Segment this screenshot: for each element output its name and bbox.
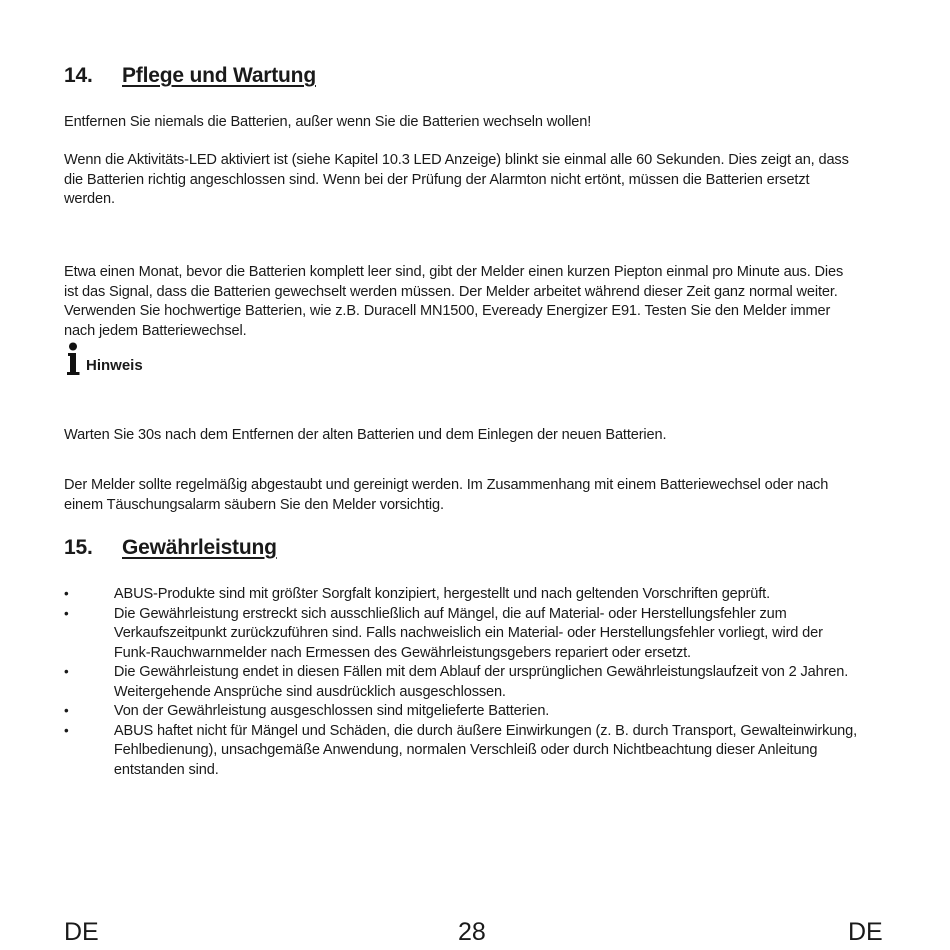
- section-15-heading: [64, 536, 277, 560]
- list-item: [64, 701, 861, 721]
- maintenance-paragraph-2: Wenn die Aktivitäts-LED aktiviert ist (siehe Kapitel 10.3 LED Anzeige) blinkt sie einmal alle 60 Sekunden. Dies zeigt an, dass die Batterien richtig angeschlossen sind. Wenn bei der Prüfung der Alarmton nicht ertönt, müssen die Batterien ersetzt werden.: [64, 151, 849, 207]
- note-label: Hinweis: [86, 357, 143, 374]
- list-item: [64, 604, 861, 663]
- bullet-point: •: [64, 604, 69, 621]
- section-15-title: Gewährleistung: [122, 536, 277, 559]
- footer-language-left: DE: [64, 918, 99, 946]
- footer-language-right: DE: [848, 918, 883, 946]
- note-text: Warten Sie 30s nach dem Entfernen der alten Batterien und dem Einlegen der neuen Batterien.: [64, 426, 667, 443]
- bullet-point: •: [64, 663, 69, 679]
- section-15-number: 15.: [64, 536, 93, 559]
- maintenance-paragraph-3: Etwa einen Monat, bevor die Batterien komplett leer sind, gibt der Melder einen kurzen Piepton einmal pro Minute aus. Dies ist das Signal, dass die Batterien gewechselt werden müssen. Der Melder arbeitet während dieser Zeit ganz normal weiter. Verwenden Sie hochwertige Batterien, wie z.B. Duracell MN1500, Eveready Energizer E91. Testen Sie den Melder immer nach jedem Batteriewechsel.: [64, 263, 844, 339]
- maintenance-paragraph-1: Entfernen Sie niemals die Batterien, außer wenn Sie die Batterien wechseln wollen!: [64, 113, 592, 130]
- list-item-text: Die Gewährleistung erstreckt sich ausschließlich auf Mängel, die auf Material- oder Herstellungsfehler zum Verkaufszeitpunkt zurückzuführen sind. Falls nachweislich ein Material- oder Herstellungsfehler vorliegt, wird der Funk-Rauchwarnmelder nach Ermessen des Gewährleistungsgebers repariert oder ersetzt.: [113, 604, 823, 661]
- list-item-text: ABUS haftet nicht für Mängel und Schäden, die durch äußere Einwirkungen (z. B. durch Transport, Gewalteinwirkung, Fehlbedienung), unsachgemäße Anwendung, normalen Verschleiß oder durch Nichtbeachtung dieser Anleitung entstanden sind.: [113, 721, 858, 778]
- section-14-title: Pflege und Wartung: [122, 64, 316, 87]
- bullet-point: •: [64, 721, 69, 738]
- list-item-text: Die Gewährleistung endet in diesen Fällen mit dem Ablauf der ursprünglichen Gewährleistungslaufzeit von 2 Jahren. Weitergehende Ansprüche sind ausdrücklich ausgeschlossen.: [113, 663, 849, 700]
- warranty-list: [64, 584, 861, 779]
- bullet-point: •: [64, 702, 69, 718]
- page-number: 28: [458, 918, 486, 946]
- list-item-text: ABUS-Produkte sind mit größter Sorgfalt konzipiert, hergestellt und nach geltenden Vorschriften geprüft.: [113, 585, 770, 602]
- list-item: [64, 584, 861, 604]
- cleaning-paragraph: Der Melder sollte regelmäßig abgestaubt und gereinigt werden. Im Zusammenhang mit einem Batteriewechsel oder nach einem Täuschungsalarm säubern Sie den Melder vorsichtig.: [64, 476, 829, 513]
- list-item: [64, 662, 861, 701]
- section-14-number: 14.: [64, 64, 93, 87]
- section-14-heading: [64, 64, 316, 88]
- list-item: [64, 721, 861, 780]
- list-item-text: Von der Gewährleistung ausgeschlossen sind mitgelieferte Batterien.: [113, 702, 550, 719]
- bullet-point: •: [64, 585, 69, 601]
- info-icon: [66, 342, 82, 376]
